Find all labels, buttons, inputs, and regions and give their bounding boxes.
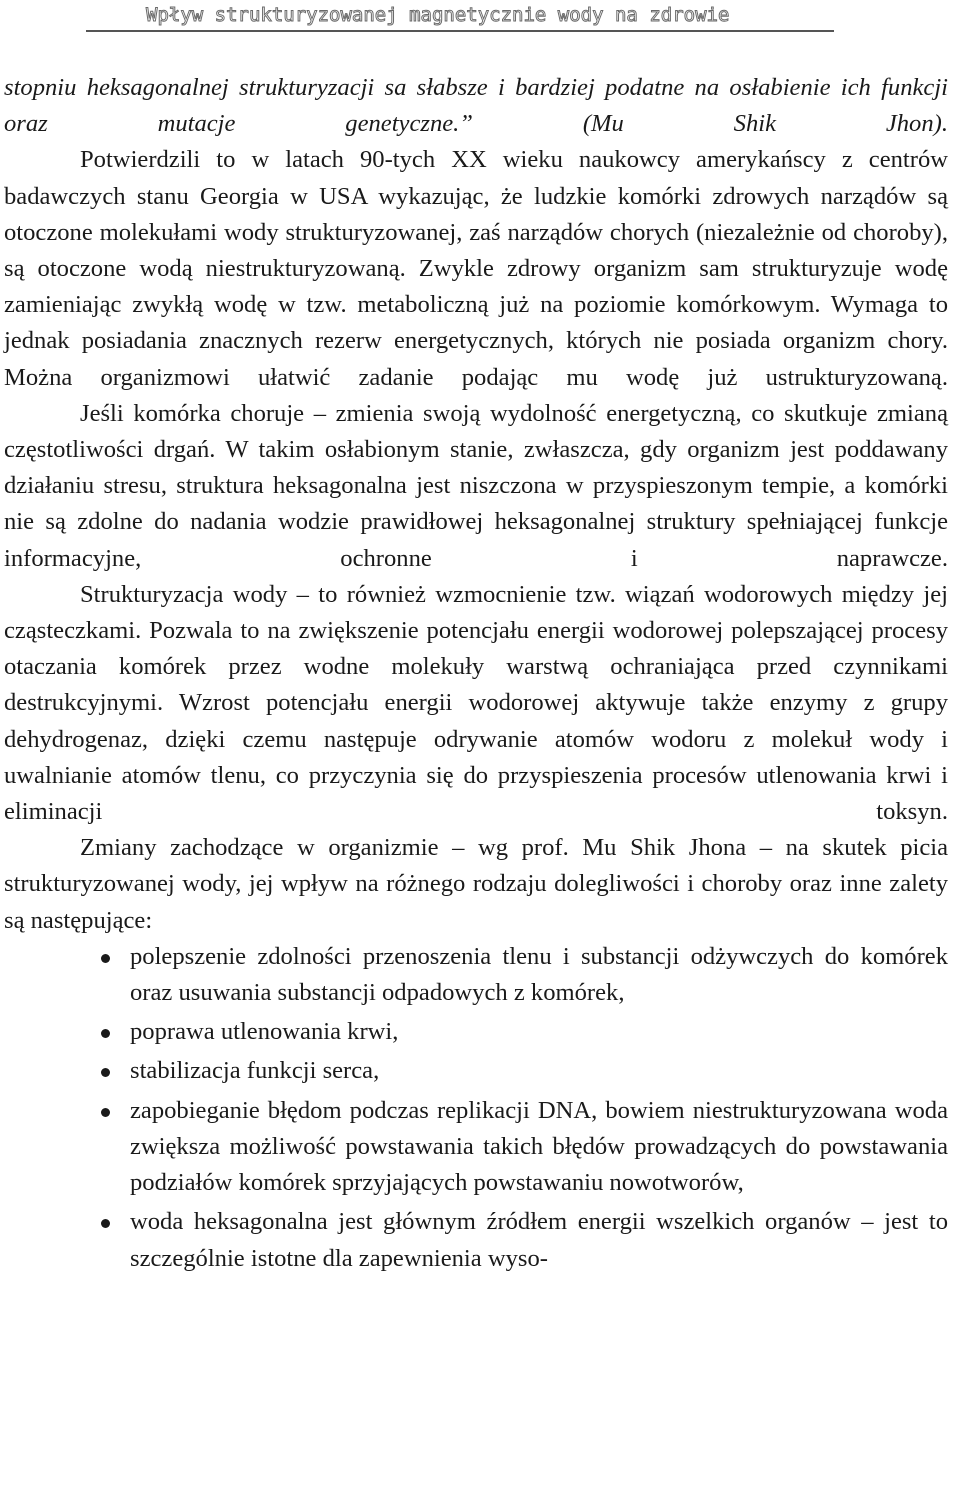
bullet-dot-icon xyxy=(101,954,110,963)
list-item xyxy=(4,1014,948,1050)
list-item xyxy=(4,1053,948,1089)
document-body xyxy=(4,70,948,1277)
list-item-text: polepszenie zdolności przenoszenia tlenu i substancji odżywczych do komórek oraz usuwania substancji odpadowych z komórek, xyxy=(130,942,948,1007)
list-item xyxy=(4,939,948,1011)
paragraph-georgia-study: Potwierdzili to w latach 90-tych XX wieku naukowcy amerykańscy z centrów badawczych stanu Georgia w USA wykazując, że ludzkie komórki zdrowych narządów są otoczone molekułami wody strukturyzowanej, zaś narządów chorych (niezależnie od choroby), są otoczone wodą niestrukturyzowaną. Zwykle zdrowy organizm sam strukturyzuje wodę zamieniając zwykłą wodę w tzw. metaboliczną już na poziomie komórkowym. Wymaga to jednak posiadania znacznych rezerw energetycznych, których nie posiada organizm chory. Można organizmowi ułatwić zadanie podając mu wodę już ustrukturyzowaną. xyxy=(4,146,948,391)
bullet-dot-icon xyxy=(101,1219,110,1228)
list-item-text: stabilizacja funkcji serca, xyxy=(130,1057,380,1085)
paragraph-changes-intro: Zmiany zachodzące w organizmie – wg prof. Mu Shik Jhona – na skutek picia strukturyzowanej wody, jej wpływ na różnego rodzaju dolegliwości i choroby oraz inne zalety są następujące: xyxy=(4,834,948,934)
list-item-text: zapobieganie błędom podczas replikacji DNA, bowiem niestrukturyzowana woda zwiększa możliwość powstawania takich błędów prowadzących do powstawania podziałów komórek sprzyjających powstawaniu nowotworów, xyxy=(130,1096,948,1197)
paragraph-hydrogen-bonds: Strukturyzacja wody – to również wzmocnienie tzw. wiązań wodorowych między jej cząsteczkami. Pozwala to na zwiększenie potencjału energii wodorowej polepszającej procesy otaczania komórek przez wodne molekuły warstwą ochraniająca przed czynnikami destrukcyjnymi. Wzrost potencjału energii wodorowej aktywuje także enzymy z grupy dehydrogenaz, dzięki czemu następuje odrywanie atomów wodoru z molekuł wody i uwalnianie atomów tlenu, co przyczynia się do przyspieszenia procesów utlenowania krwi i eliminacji toksyn. xyxy=(4,580,948,826)
list-item-text: poprawa utlenowania krwi, xyxy=(130,1018,399,1046)
list-item-text: woda heksagonalna jest głównym źródłem energii wszelkich organów – jest to szczególnie istotne dla zapewnienia wyso- xyxy=(130,1208,948,1272)
bullet-dot-icon xyxy=(101,1029,110,1038)
list-item xyxy=(4,1204,948,1276)
running-header-title: Wpływ strukturyzowanej magnetycznie wody na zdrowie xyxy=(146,4,730,26)
bullet-dot-icon xyxy=(101,1068,110,1077)
benefits-list xyxy=(4,939,948,1277)
running-header xyxy=(86,2,834,32)
paragraph-sick-cell: Jeśli komórka choruje – zmienia swoją wydolność energetyczną, co skutkuje zmianą częstotliwości drgań. W takim osłabionym stanie, zwłaszcza, gdy organizm jest poddawany działaniu stresu, struktura heksagonalna jest niszczona w przyspieszonym tempie, a komórki nie są zdolne do nadania wodzie prawidłowej heksagonalnej struktury spełniającej funkcje informacyjne, ochronne i naprawcze. xyxy=(4,399,948,572)
bullet-dot-icon xyxy=(101,1108,110,1117)
list-item xyxy=(4,1093,948,1202)
paragraph-intro-quote: stopniu heksagonalnej strukturyzacji sa słabsze i bardziej podatne na osłabienie ich funkcji oraz mutacje genetyczne.” (Mu Shik Jhon). xyxy=(4,74,948,138)
